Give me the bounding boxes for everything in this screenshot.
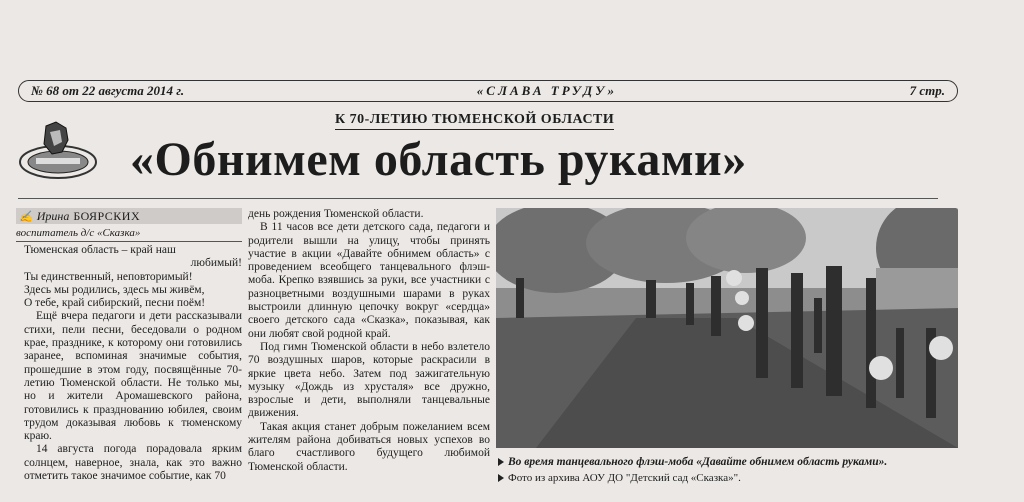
pencil-icon: ✍ — [19, 210, 33, 223]
caption-bullet-icon — [498, 458, 504, 466]
photo-caption-text: Во время танцевального флэш-моба «Давайте обнимем область руками». — [508, 456, 888, 468]
article-photo — [496, 208, 958, 448]
page-number: 7 стр. — [909, 83, 945, 98]
article-headline: «Обнимем область руками» — [130, 133, 747, 186]
poem-line: Ты единственный, неповторимый! — [24, 270, 193, 283]
author-first-name: Ирина — [36, 208, 70, 223]
poem-line: О тебе, край сибирский, песни поём! — [24, 297, 206, 310]
poem-line: Здесь мы родились, здесь мы живём, — [24, 283, 205, 296]
issue-info: № 68 от 22 августа 2014 г. — [31, 83, 185, 98]
author-role: воспитатель д/с «Сказка» — [16, 227, 242, 242]
divider — [18, 198, 938, 199]
byline — [16, 208, 242, 224]
page-header — [18, 80, 958, 102]
photo-caption — [498, 456, 968, 469]
region-anniversary-logo — [16, 118, 100, 188]
paragraph: Под гимн Тюменской области в небо взлетело 70 воздушных шаров, которые раскрасили в яркие цвета небо. Затем под зажигательную музыку «Дождь из хрусталя» все дружно, взрослые и дети, выполняли танцевальные движения. — [248, 340, 490, 420]
credit-bullet-icon — [498, 474, 504, 482]
photo-credit-text: Фото из архива АОУ ДО "Детский сад «Сказка»". — [508, 472, 741, 484]
author-surname: БОЯРСКИХ — [73, 208, 141, 223]
poem-line: Тюменская область – край наш — [24, 244, 176, 256]
paragraph: В 11 часов все дети детского сада, педагоги и родители вышли на улицу, чтобы принять участие в акции «Давайте обнимем область» с проведением всеобщего танцевального флэш-моба. Крепко взявшись за руки, все участники с разноцветными воздушными шарами в руках выстроили длинную цепочку вокруг «сердца» своего детского сада «Сказка», показывая, как они любят свой родной край. — [248, 221, 490, 340]
article-column-1 — [24, 244, 242, 483]
photo-credit — [498, 472, 968, 485]
paragraph: 14 августа погода порадовала ярким солнцем, наверное, знала, как это важно отметить такое значимое событие, как 70 — [24, 443, 242, 483]
paragraph: день рождения Тюменской области. — [248, 208, 424, 220]
paragraph: Такая акция станет добрым пожеланием всем жителям района добиваться новых успехов во благо счастливого будущего любимой Тюменской области. — [248, 420, 490, 473]
poem-line: любимый! — [190, 257, 242, 270]
paragraph: Ещё вчера педагоги и дети рассказывали стихи, пели песни, беседовали о родном крае, празднике, к которому они готовились заранее, вспоминая значимые события, прошедшие в этом году, посвящённые 70-летию Тюменской области. Не только мы, но и жители Аромашевского района, готовились к празднованию юбилея, своим трудом доказывая любовь к тюменскому краю. — [24, 310, 242, 443]
publication-name: «СЛАВА ТРУДУ» — [476, 83, 618, 98]
article-column-2 — [248, 208, 490, 474]
rubric: К 70-ЛЕТИЮ ТЮМЕНСКОЙ ОБЛАСТИ — [335, 112, 614, 130]
